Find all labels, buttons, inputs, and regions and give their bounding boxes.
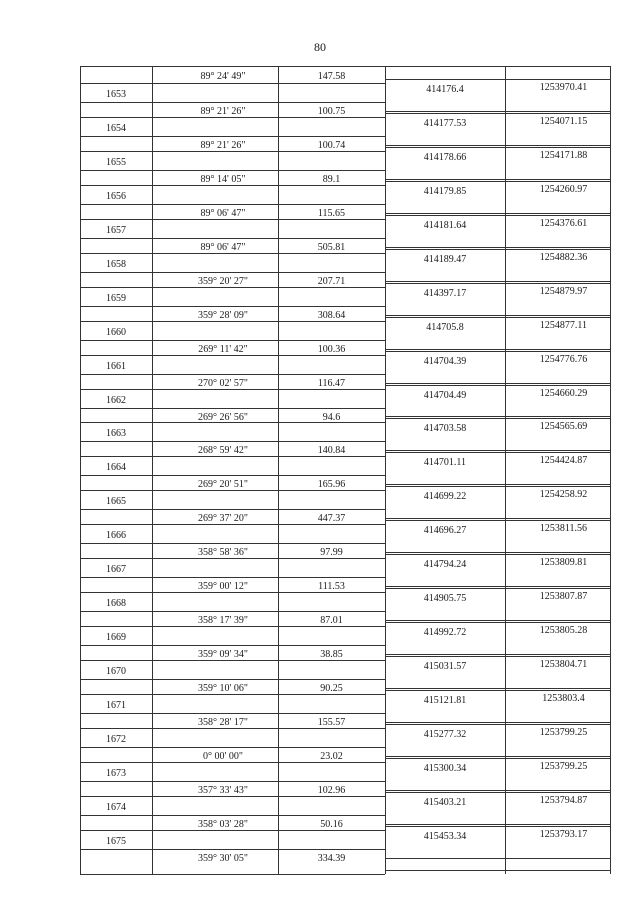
y-coordinate-cell: 1254879.97 (539, 285, 588, 297)
point-number-cell: 1668 (106, 598, 126, 610)
x-coordinate-cell: 414181.64 (423, 219, 467, 231)
point-number-cell: 1664 (106, 462, 126, 474)
row-rule (80, 781, 385, 782)
row-rule (385, 79, 610, 80)
angle-cell: 358° 17' 39" (198, 615, 248, 627)
row-rule (385, 215, 610, 216)
row-rule (80, 796, 385, 797)
distance-cell: 115.65 (317, 207, 346, 219)
column-rule (385, 66, 386, 874)
distance-cell: 100.36 (317, 343, 346, 355)
row-rule (385, 383, 610, 384)
x-coordinate-cell: 414701.11 (423, 457, 467, 469)
row-rule (385, 317, 610, 318)
row-rule (385, 824, 610, 825)
angle-cell: 269° 37' 20" (198, 513, 248, 525)
x-coordinate-cell: 414794.24 (423, 559, 467, 571)
row-rule (80, 102, 385, 103)
row-rule (80, 441, 385, 442)
row-rule (80, 762, 385, 763)
row-rule (80, 849, 385, 850)
y-coordinate-cell: 1253811.56 (539, 523, 588, 535)
row-rule (385, 622, 610, 623)
distance-cell: 102.96 (317, 784, 346, 796)
distance-cell: 87.01 (320, 615, 343, 627)
row-rule (385, 554, 610, 555)
x-coordinate-cell: 414699.22 (423, 491, 467, 503)
row-rule (80, 475, 385, 476)
distance-cell: 97.99 (320, 547, 343, 559)
row-rule (385, 452, 610, 453)
distance-cell: 94.6 (322, 411, 341, 423)
row-rule (385, 147, 610, 148)
row-rule (80, 558, 385, 559)
row-rule (80, 151, 385, 152)
angle-cell: 89° 06' 47" (200, 207, 246, 219)
row-rule (80, 679, 385, 680)
row-rule (385, 349, 610, 350)
y-coordinate-cell: 1254882.36 (539, 251, 588, 263)
row-rule (385, 654, 610, 655)
row-rule (80, 660, 385, 661)
point-number-cell: 1675 (106, 835, 126, 847)
x-coordinate-cell: 415031.57 (423, 661, 467, 673)
row-rule (385, 518, 610, 519)
row-rule (80, 543, 385, 544)
column-rule (152, 66, 153, 874)
row-rule (80, 355, 385, 356)
row-rule (385, 179, 610, 180)
x-coordinate-cell: 415121.81 (423, 695, 467, 707)
row-rule (385, 790, 610, 791)
x-coordinate-cell: 415403.21 (423, 796, 467, 808)
angle-cell: 359° 10' 06" (198, 683, 248, 695)
distance-cell: 207.71 (317, 275, 346, 287)
row-rule (80, 815, 385, 816)
distance-cell: 505.81 (317, 241, 346, 253)
distance-cell: 50.16 (320, 818, 343, 830)
row-rule (385, 351, 610, 352)
y-coordinate-cell: 1253803.4 (542, 693, 585, 705)
point-number-cell: 1672 (106, 734, 126, 746)
y-coordinate-cell: 1254776.76 (539, 353, 588, 365)
row-rule (385, 181, 610, 182)
row-rule (385, 724, 610, 725)
row-rule (385, 283, 610, 284)
angle-cell: 358° 03' 28" (198, 818, 248, 830)
angle-cell: 89° 06' 47" (200, 241, 246, 253)
row-rule (385, 586, 610, 587)
point-number-cell: 1670 (106, 666, 126, 678)
distance-cell: 334.39 (317, 852, 346, 864)
row-rule (80, 577, 385, 578)
row-rule (80, 509, 385, 510)
angle-cell: 0° 00' 00" (203, 751, 243, 762)
row-rule (80, 456, 385, 457)
y-coordinate-cell: 1254071.15 (539, 115, 588, 127)
distance-cell: 111.53 (318, 581, 345, 593)
row-rule (80, 374, 385, 375)
row-rule (385, 792, 610, 793)
row-rule (385, 484, 610, 485)
row-rule (385, 315, 610, 316)
point-number-cell: 1653 (106, 88, 126, 100)
distance-cell: 140.84 (317, 445, 346, 457)
page-number: 80 (314, 40, 326, 54)
row-rule (385, 450, 610, 451)
row-rule (80, 66, 610, 67)
point-number-cell: 1659 (106, 292, 126, 304)
row-rule (385, 247, 610, 248)
angle-cell: 269° 11' 42" (198, 343, 248, 355)
row-rule (385, 758, 610, 759)
y-coordinate-cell: 1253809.81 (539, 557, 588, 569)
row-rule (385, 870, 610, 871)
x-coordinate-cell: 414179.85 (423, 185, 467, 197)
row-rule (80, 306, 385, 307)
x-coordinate-cell: 414704.39 (423, 355, 467, 367)
distance-cell: 38.85 (320, 649, 343, 661)
row-rule (80, 136, 385, 137)
angle-cell: 89° 21' 26" (200, 105, 246, 117)
point-number-cell: 1673 (106, 767, 126, 779)
point-number-cell: 1654 (106, 122, 126, 134)
angle-cell: 269° 20' 51" (198, 479, 248, 491)
row-rule (80, 747, 385, 748)
angle-cell: 359° 28' 09" (198, 309, 248, 321)
y-coordinate-cell: 1253970.41 (539, 81, 588, 93)
column-rule (80, 66, 81, 874)
angle-cell: 268° 59' 42" (198, 445, 248, 457)
angle-cell: 359° 20' 27" (198, 275, 248, 287)
y-coordinate-cell: 1253807.87 (539, 591, 588, 603)
angle-cell: 89° 21' 26" (200, 139, 246, 151)
row-rule (385, 213, 610, 214)
row-rule (385, 588, 610, 589)
row-rule (80, 340, 385, 341)
row-rule (80, 830, 385, 831)
row-rule (80, 389, 385, 390)
x-coordinate-cell: 414177.53 (423, 117, 467, 129)
row-rule (385, 520, 610, 521)
x-coordinate-cell: 415453.34 (423, 830, 467, 842)
angle-cell: 359° 09' 34" (198, 649, 248, 661)
row-rule (385, 418, 610, 419)
row-rule (80, 238, 385, 239)
distance-cell: 100.75 (317, 105, 346, 117)
y-coordinate-cell: 1253794.87 (539, 794, 588, 806)
row-rule (385, 858, 610, 859)
x-coordinate-cell: 415277.32 (423, 729, 467, 741)
x-coordinate-cell: 414178.66 (423, 151, 467, 163)
row-rule (385, 826, 610, 827)
point-number-cell: 1666 (106, 530, 126, 542)
angle-cell: 89° 14' 05" (200, 173, 246, 185)
row-rule (385, 416, 610, 417)
point-number-cell: 1660 (106, 326, 126, 338)
row-rule (80, 287, 385, 288)
point-number-cell: 1658 (106, 258, 126, 270)
column-rule (278, 66, 279, 874)
x-coordinate-cell: 414176.4 (426, 83, 464, 95)
point-number-cell: 1674 (106, 801, 126, 813)
point-number-cell: 1662 (106, 394, 126, 406)
row-rule (80, 626, 385, 627)
angle-cell: 89° 24' 49" (200, 71, 246, 82)
y-coordinate-cell: 1254376.61 (539, 217, 588, 229)
y-coordinate-cell: 1254171.88 (539, 149, 588, 161)
row-rule (385, 249, 610, 250)
point-number-cell: 1667 (106, 564, 126, 576)
distance-cell: 155.57 (317, 717, 346, 729)
point-number-cell: 1656 (106, 190, 126, 202)
x-coordinate-cell: 414397.17 (423, 287, 467, 299)
x-coordinate-cell: 414696.27 (423, 525, 467, 537)
distance-cell: 147.58 (317, 71, 346, 82)
distance-cell: 447.37 (317, 513, 346, 525)
row-rule (385, 722, 610, 723)
column-rule (505, 66, 506, 874)
x-coordinate-cell: 414905.75 (423, 593, 467, 605)
y-coordinate-cell: 1254258.92 (539, 489, 588, 501)
row-rule (385, 486, 610, 487)
row-rule (80, 321, 385, 322)
distance-cell: 165.96 (317, 479, 346, 491)
row-rule (385, 145, 610, 146)
row-rule (80, 874, 385, 875)
column-rule (610, 66, 611, 874)
point-number-cell: 1669 (106, 632, 126, 644)
y-coordinate-cell: 1253799.25 (539, 760, 588, 772)
angle-cell: 357° 33' 43" (198, 784, 248, 796)
row-rule (385, 385, 610, 386)
row-rule (80, 422, 385, 423)
x-coordinate-cell: 414704.49 (423, 389, 467, 401)
x-coordinate-cell: 414189.47 (423, 253, 467, 265)
row-rule (80, 713, 385, 714)
distance-cell: 23.02 (320, 751, 343, 762)
row-rule (385, 688, 610, 689)
angle-cell: 269° 26' 56" (198, 411, 248, 423)
y-coordinate-cell: 1254877.11 (539, 319, 588, 331)
distance-cell: 90.25 (320, 683, 343, 695)
angle-cell: 359° 00' 12" (198, 581, 248, 593)
x-coordinate-cell: 414992.72 (423, 627, 467, 639)
y-coordinate-cell: 1253805.28 (539, 625, 588, 637)
row-rule (80, 490, 385, 491)
point-number-cell: 1665 (106, 496, 126, 508)
distance-cell: 116.47 (317, 377, 346, 389)
row-rule (80, 117, 385, 118)
row-rule (80, 170, 385, 171)
y-coordinate-cell: 1253799.25 (539, 727, 588, 739)
distance-cell: 89.1 (322, 173, 341, 185)
row-rule (80, 728, 385, 729)
x-coordinate-cell: 415300.34 (423, 762, 467, 774)
row-rule (80, 611, 385, 612)
row-rule (385, 690, 610, 691)
x-coordinate-cell: 414703.58 (423, 423, 467, 435)
row-rule (80, 592, 385, 593)
row-rule (385, 656, 610, 657)
row-rule (80, 272, 385, 273)
row-rule (385, 281, 610, 282)
row-rule (80, 694, 385, 695)
angle-cell: 270° 02' 57" (198, 377, 248, 389)
distance-cell: 100.74 (317, 139, 346, 151)
y-coordinate-cell: 1254424.87 (539, 455, 588, 467)
row-rule (385, 756, 610, 757)
point-number-cell: 1671 (106, 700, 126, 712)
row-rule (80, 408, 385, 409)
y-coordinate-cell: 1254660.29 (539, 387, 588, 399)
angle-cell: 358° 58' 36" (198, 547, 248, 559)
y-coordinate-cell: 1253804.71 (539, 659, 588, 671)
y-coordinate-cell: 1254565.69 (539, 421, 588, 433)
row-rule (80, 204, 385, 205)
row-rule (80, 253, 385, 254)
row-rule (80, 645, 385, 646)
row-rule (80, 524, 385, 525)
y-coordinate-cell: 1254260.97 (539, 183, 588, 195)
x-coordinate-cell: 414705.8 (426, 321, 464, 333)
angle-cell: 358° 28' 17" (198, 717, 248, 729)
row-rule (385, 113, 610, 114)
row-rule (385, 552, 610, 553)
point-number-cell: 1655 (106, 156, 126, 168)
point-number-cell: 1661 (106, 360, 126, 372)
row-rule (385, 111, 610, 112)
row-rule (80, 185, 385, 186)
distance-cell: 308.64 (317, 309, 346, 321)
row-rule (80, 83, 385, 84)
angle-cell: 359° 30' 05" (198, 852, 248, 864)
row-rule (385, 620, 610, 621)
point-number-cell: 1663 (106, 428, 126, 440)
row-rule (80, 219, 385, 220)
y-coordinate-cell: 1253793.17 (539, 828, 588, 840)
point-number-cell: 1657 (106, 224, 126, 236)
